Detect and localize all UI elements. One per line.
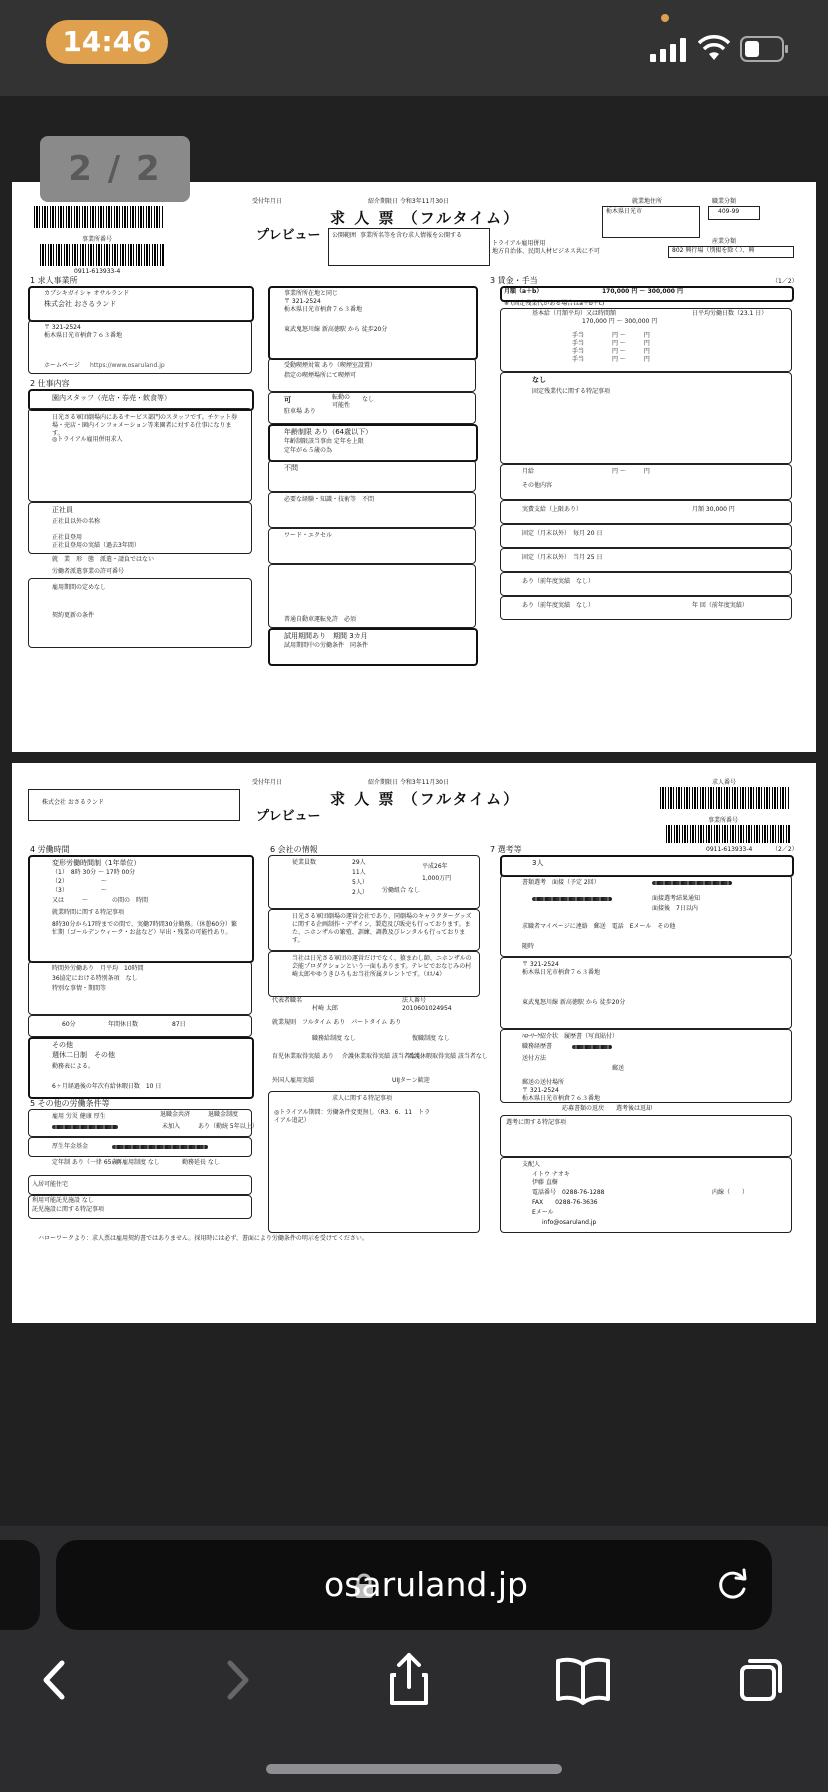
select-access: 東武鬼怒川線 新高徳駅 から 徒歩20分 <box>522 999 626 1006</box>
allowance-1: 手当 <box>572 332 585 339</box>
retirement-age: 定年制 あり（一律 65歳） <box>52 1159 124 1166</box>
home-indicator <box>266 1764 562 1774</box>
document-page-1 <box>12 182 816 752</box>
page-number-1: （1／2） <box>772 278 798 285</box>
previous-tab-peek[interactable] <box>0 1540 40 1630</box>
result-days: 面接後 7日以内 <box>652 905 698 912</box>
redacted-text <box>52 1125 118 1129</box>
job-description: 日光さる軍団劇場内にあるサービス部門のスタッフです。チケット券場・売店・園内インフォメーション等来園者に対する仕事になります。 <box>52 414 238 437</box>
document-page-2 <box>12 763 816 1323</box>
age-limit: 年齢制限 あり（64歳以下） <box>284 428 373 436</box>
fixed-overtime: なし <box>532 376 546 384</box>
education: 不問 <box>284 464 298 472</box>
url-text: osaruland.jp <box>324 1565 528 1604</box>
holiday-shift: 勤務表による。 <box>52 1063 95 1070</box>
section-4-heading: 4 労働時間 <box>30 845 70 854</box>
barcode-icon <box>34 206 164 228</box>
job-number-label: 求人番号 <box>712 779 737 786</box>
barcode-icon <box>666 825 790 843</box>
office-number-label: 事業所番号 <box>82 236 113 243</box>
childcare: 利用可能託児施設 なし <box>32 1197 94 1204</box>
other-label: その他内容 <box>522 482 553 489</box>
contact-extension: 内線（ ） <box>712 1189 749 1196</box>
workplace-zip: 〒 321-2524 <box>284 298 321 305</box>
send-mail: 郵送 <box>612 1065 625 1072</box>
extension: 勤務延長 なし <box>182 1159 220 1166</box>
redacted-text <box>652 881 732 885</box>
allowance-1-unit: 円 ～ 円 <box>612 332 650 339</box>
reload-icon[interactable] <box>712 1565 752 1605</box>
hours-3: （3） ～ <box>52 887 107 894</box>
footer-note: ハローワークより：求人票は雇用契約書ではありません。採用時には必ず、書面により労働条件の明示を受けてください。 <box>38 1235 368 1242</box>
company-kana: カブシキガイシャ オサルランド <box>44 290 130 297</box>
reinstate-system: 復職制度 なし <box>412 1035 450 1042</box>
bookmarks-icon[interactable] <box>548 1645 618 1715</box>
workplace-same: 事業所所在地と同じ <box>284 290 339 297</box>
job-description-2: ◎トライアル雇用併用求人 <box>52 436 123 443</box>
doc-title: 求 人 票 （フルタイム） <box>330 209 521 227</box>
employees-site: 11人 <box>352 869 366 876</box>
doc-title-p2: 求 人 票 （フルタイム） <box>330 790 521 808</box>
employees-label: 従業員数 <box>292 859 317 866</box>
closing-date: 固定（月末以外） 毎月 20 日 <box>522 530 603 537</box>
contact-title: 支配人 <box>522 1161 541 1168</box>
company-address: 栃木県日光市柄倉７６３番地 <box>44 332 123 339</box>
nursing-leave: 介護休業取得実績 該当者なし <box>342 1053 422 1060</box>
company-name: 株式会社 おさるランド <box>44 300 117 308</box>
base-pay-label: 基本給（月額平均）又は時間額 <box>532 310 617 317</box>
overtime: 時間外労働あり 月平均 10時間 <box>52 965 144 972</box>
annual-holidays-label: 年間休日数 <box>108 1021 139 1028</box>
section-1-heading: 1 求人事業所 <box>30 276 78 285</box>
job-class-label: 職業分類 <box>712 198 737 205</box>
corp-number-label: 法人番号 <box>402 997 427 1004</box>
allowance-4: 手当 <box>572 356 585 363</box>
age-note: 定年が６５歳の為 <box>284 447 333 454</box>
education-box <box>268 460 476 492</box>
promotion: 正社員登用 <box>52 534 83 541</box>
redacted-text <box>112 1145 208 1149</box>
wage-range: 170,000 円 ～ 300,000 円 <box>602 288 684 295</box>
bonus-extra: 年 回（前年度実績） <box>692 602 748 609</box>
holiday-weekly: 週休二日制 その他 <box>52 1051 115 1059</box>
pc-skill: ワード・エクセル <box>284 532 333 539</box>
homepage-label: ホームページ <box>44 362 80 369</box>
public-label: 公開範囲 <box>332 232 357 239</box>
selection-method: 書類選考 面接（予定 2回） <box>522 879 600 886</box>
forward-icon[interactable] <box>200 1645 270 1715</box>
contact-phone: 電話番号 0288-76-1288 <box>532 1189 605 1196</box>
industry-label: 産業分類 <box>712 238 737 245</box>
intro-deadline: 紹介期限日 令和3年11月30日 <box>368 198 449 205</box>
company-zip: 〒 321-2524 <box>44 324 81 331</box>
selection-box <box>500 875 792 957</box>
break-time: 60分 <box>62 1021 76 1028</box>
tabs-icon[interactable] <box>724 1645 794 1715</box>
rep-name: 村崎 太郎 <box>312 1005 338 1012</box>
section-5-heading: 5 その他の労働条件等 <box>30 1099 110 1108</box>
select-address: 栃木県日光市柄倉７６３番地 <box>522 969 601 976</box>
workplace-access: 東武鬼怒川線 新高徳駅 から 徒歩20分 <box>284 326 388 333</box>
status-bar <box>0 0 828 96</box>
select-zip: 〒 321-2524 <box>522 961 559 968</box>
capital: 1,000万円 <box>422 875 452 882</box>
job-class-value: 409-99 <box>718 208 740 215</box>
dispatch-permit: 労働者派遣事業の許可番号 <box>52 568 125 575</box>
share-icon[interactable] <box>374 1645 444 1715</box>
fixed-overtime-box <box>500 372 792 464</box>
housing: 入居可能住宅 <box>32 1181 69 1188</box>
flex-hours: 変形労働時間制（1年単位） <box>52 859 141 867</box>
union: 労働組合 なし <box>382 887 420 894</box>
allowance-3-unit: 円 ～ 円 <box>612 348 650 355</box>
transfer-label: 転勤の可能性 <box>332 394 351 409</box>
rep-label: 代表者職名 <box>272 997 303 1004</box>
bonus: あり（前年度実績 なし） <box>522 602 595 609</box>
section-2-heading: 2 仕事内容 <box>30 379 70 388</box>
employees-total: 29人 <box>352 859 366 866</box>
smoking-note: 指定の喫煙場所にて喫煙可 <box>284 372 357 379</box>
date-label: 随時 <box>522 943 535 950</box>
allowance-3: 手当 <box>572 348 585 355</box>
experience: 必要な経験・知識・技術等 不問 <box>284 496 375 503</box>
page-number-2: （2／2） <box>772 846 798 853</box>
parking: 駐車場 あり <box>284 408 316 415</box>
result-notice: 面接選考結果通知 <box>652 895 701 902</box>
receipt-date-p2: 受付年月日 <box>252 779 283 786</box>
paid-leave: 6ヶ月経過後の年次有給休暇日数 10 日 <box>52 1083 162 1090</box>
receipt-date: 受付年月日 <box>252 198 283 205</box>
wage-note: ※ (固定残業代がある場合はa＋b＋c) <box>504 300 605 307</box>
office-number-p2: 0911-613933-4 <box>706 846 753 853</box>
industry-value: 802 興行場（別掲を除く）、興 <box>672 247 755 254</box>
hours-1: （1） 8時 30分 ～ 17時 00分 <box>52 869 136 876</box>
hires: 3人 <box>532 859 544 867</box>
promotion-note: 正社員登用の実績（過去3年間） <box>52 542 140 549</box>
foreign-label: 外国人雇用実績 <box>272 1077 315 1084</box>
childcare-leave: 育児休業取得実績 あり <box>272 1053 334 1060</box>
contact-email[interactable]: info@osaruland.jp <box>542 1219 597 1226</box>
notice-method: 求職者マイページに連絡 郵送 電話 Eメール その他 <box>522 923 676 930</box>
reemploy: 再雇用制度 なし <box>116 1159 160 1166</box>
sick-leave: 看護休暇取得実績 該当者なし <box>408 1053 488 1060</box>
job-title: 園内スタッフ（売店・券売・飲食等） <box>52 394 171 402</box>
section-3-heading: 3 賃金・手当 <box>490 276 538 285</box>
send-method: 送付方法 <box>522 1055 547 1062</box>
uij-label: UIJターン歓迎 <box>392 1077 430 1084</box>
allowance-2-unit: 円 ～ 円 <box>612 340 650 347</box>
special-notes-title: 求人に関する特記事項 <box>332 1095 393 1102</box>
cellular-signal-icon <box>650 36 692 62</box>
docs-job-history: 職務経歴書 <box>522 1043 553 1050</box>
special-notes: ◎トライアル期間：労働条件変更無し（R3．6．11 トライアル追記） <box>274 1109 431 1124</box>
founded: 平成26年 <box>422 863 448 870</box>
feature-desc: 当社は日光さる軍団の運営だけでなく、猿まわし師、ニホンザルの芸能プロダクションという一面もあります。テレビでおなじみの村崎太郎やゆうきひろもお当社所属タレントです。（ﾇｽﾉ4） <box>292 955 472 978</box>
employment-type: 正社員 <box>52 506 73 514</box>
retire-system-value: あり（勤続 5年以上） <box>198 1123 258 1130</box>
battery-icon <box>740 36 790 62</box>
section-7-heading: 7 選考等 <box>490 845 522 854</box>
return-docs: 応募書類の返戻 選考後は返却 <box>562 1105 653 1112</box>
hires-box <box>500 855 794 877</box>
send-address: 栃木県日光市柄倉７６３番地 <box>522 1095 601 1102</box>
trial-note: トライアル雇用併用 <box>492 240 546 247</box>
retire-system-label: 退職金制度 <box>208 1111 239 1118</box>
dispatch: 就 業 形 態 派遣・請負ではない <box>52 556 155 563</box>
office-number: 0911-613933-4 <box>74 268 121 275</box>
allowance-4-unit: 円 ～ 円 <box>612 356 650 363</box>
send-address-label: 郵送の送付場所 <box>522 1079 565 1086</box>
trial-note-2: 地方自治体、民間人材ビジネス共に不可 <box>492 248 600 255</box>
work-rules: 就業規則 フルタイム あり パートタイム あり <box>272 1019 402 1026</box>
barcode-icon <box>40 244 164 266</box>
back-icon[interactable] <box>22 1645 92 1715</box>
pay-date: 固定（月末以外） 当月 25 日 <box>522 554 603 561</box>
employment-period: 雇用期間の定めなし <box>52 584 107 591</box>
employment-name: 正社員以外の名称 <box>52 518 101 525</box>
other-pay: 月給 <box>522 468 535 475</box>
work-location-value: 栃木県日光市 <box>606 208 643 215</box>
transfer-value: なし <box>362 396 375 403</box>
status-time: 14:46 <box>46 20 168 64</box>
childcare-note: 託児施設に関する特記事項 <box>32 1206 105 1213</box>
homepage-link[interactable]: https://www.osaruland.jp <box>90 362 165 369</box>
special-case: 特別な事情・期間等 <box>52 985 107 992</box>
fixed-overtime-note: 固定残業代に関する特記事項 <box>532 388 611 395</box>
contact-name: 伊藤 直樹 <box>532 1179 558 1186</box>
reward-system: 職務給制度 なし <box>312 1035 356 1042</box>
office-number-label-p2: 事業所番号 <box>708 817 739 824</box>
contact-kana: イトウ ナオキ <box>532 1171 570 1178</box>
contact-email-label: Eメール <box>532 1209 554 1216</box>
hours-or: 又は ～ の間の 時間 <box>52 897 149 904</box>
commute-pay-amount: 月額 30,000 円 <box>692 506 735 513</box>
section-6-heading: 6 会社の情報 <box>270 845 318 854</box>
commute-pay: 実費支給（上限あり） <box>522 506 583 513</box>
docs: ﾊﾛｰﾜｰｸ紹介状 履歴書（写真貼付） <box>522 1033 619 1040</box>
holiday-other: その他 <box>52 1041 73 1049</box>
wage-label: 月額（a＋b） <box>504 288 543 295</box>
address-bar[interactable] <box>56 1540 772 1630</box>
allowance-2: 手当 <box>572 340 585 347</box>
pension: 厚生年金基金 <box>52 1143 89 1150</box>
redacted-text <box>532 897 612 901</box>
send-zip: 〒 321-2524 <box>522 1087 559 1094</box>
company-name-p2: 株式会社 おさるランド <box>42 799 104 806</box>
other-pay-range: 円 ～ 円 <box>612 468 650 475</box>
avg-days-label: 日平均労働日数（23.1 日） <box>692 310 768 317</box>
retire-plan-value: 未加入 <box>162 1123 181 1130</box>
selection-note: 選考に関する特記事項 <box>506 1119 567 1126</box>
smoking-policy: 受動喫煙対策 あり（喫煙室設置） <box>284 362 376 369</box>
corp-number: 2010601024954 <box>402 1005 452 1012</box>
age-reason: 年齢制限該当事由 定年を上限 <box>284 438 364 445</box>
employees-female: 5人） <box>352 879 368 886</box>
intro-deadline-p2: 紹介期限日 令和3年11月30日 <box>368 779 449 786</box>
hours-2: （2） ～ <box>52 878 107 885</box>
probation-note: 試用期間中の労働条件 同条件 <box>284 642 369 649</box>
base-pay: 170,000 円 ～ 300,000 円 <box>582 318 658 325</box>
contact-fax: FAX 0288-76-3636 <box>532 1199 598 1206</box>
redacted-text <box>572 1045 612 1049</box>
probation: 試用期間あり 期間 3カ月 <box>284 632 368 640</box>
pdf-viewer[interactable] <box>0 96 828 1526</box>
preview-label: プレビュー <box>256 228 321 243</box>
preview-label-p2: プレビュー <box>256 809 321 824</box>
wifi-icon <box>698 34 730 62</box>
hours-note: 就業時間に関する特記事項 <box>52 909 125 916</box>
car-commute: 可 <box>284 396 291 404</box>
activity-dot-icon <box>661 14 669 22</box>
annual-holidays: 87日 <box>172 1021 186 1028</box>
public-value: 事業所名等を含む求人情報を公開する <box>360 232 463 239</box>
barcode-icon <box>660 787 790 809</box>
work-location-label: 就業地住所 <box>632 198 663 205</box>
business-desc: 日光さる軍団劇場の運営会社であり、同劇場のキャラクターグッズに関する企画制作・デザイン、製造及び販売も行っております。また、ニホンザルの繁殖、訓練、調教及びレンタルも行っております。 <box>292 913 472 944</box>
agreement-36: 36協定における特別条項 なし <box>52 975 138 982</box>
employees-part: 2人） <box>352 889 368 896</box>
insurance: 雇用 労災 健康 厚生 <box>52 1113 106 1120</box>
hours-desc: 8時30分から17時までの間で、実働7時間30分勤務。（休憩60分）繁忙期（ゴールデンウィーク・お盆など）早出・残業の可能性あり。 <box>52 921 238 936</box>
contract-renew: 契約更新の条件 <box>52 612 95 619</box>
raise: あり（前年度実績 なし） <box>522 578 595 585</box>
workplace-address: 栃木県日光市柄倉７６３番地 <box>284 306 363 313</box>
license: 普通自動車運転免許 必須 <box>284 616 357 623</box>
page-indicator: 2 / 2 <box>40 136 190 202</box>
retire-plan-label: 退職金共済 <box>160 1111 191 1118</box>
